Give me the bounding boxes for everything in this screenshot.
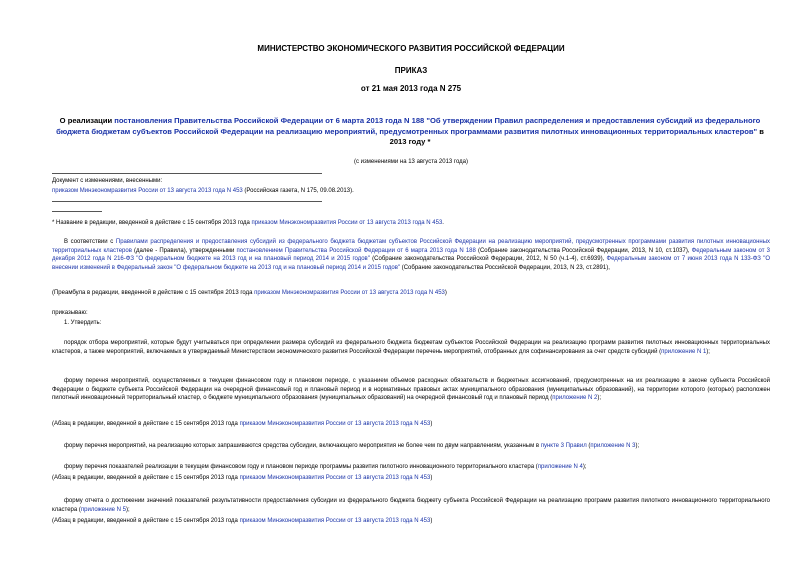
preamble-law-133-link[interactable]: Федеральным законом от 7 июня 2013 года N 133-ФЗ "О внесении изменений в Федеральный закон "О федеральном бюджете на 2013 год и на плановый период 2014 и 2015 годов" [52,256,770,271]
divider-top [52,173,322,174]
edit-note-4-text: (Абзац в редакции, введенной в действие с 15 сентября 2013 года [52,475,240,481]
document-title [56,116,764,148]
edit-note-2-text: (Абзац в редакции, введенной в действие с 15 сентября 2013 года [52,421,240,427]
item-2-text: форму перечня мероприятий, осуществляемых в текущем финансовом году и плановом периоде, с указанием объемов расходных обязательств и бюджетных ассигнований, предусмотренных на их реализацию в законе субъекта Российской Федерации о бюджете субъекта Российской Федерации на очередной финансовый год и плановый период и в нормативных правовых актах муниципального образования (муниципальных образований), на территории которого (которых) расположен пилотный инновационный территориальный кластер, о бюджете муниципального образования (муниципальных образований) на очередной финансовый год и плановый период ( [52,378,770,402]
edit-note-text: (Преамбула в редакции, введенной в действие с 15 сентября 2013 года [52,290,255,296]
edit-note-4-end: ) [430,475,433,481]
changes-rest: (Российская газета, N 175, 09.08.2013). [242,188,354,194]
appendix-5-link[interactable]: приложение N 5 [80,506,127,513]
preamble-text-5: (Собрание законодательства Российской Федерации, 2013, N 23, ст.2891), [400,264,610,271]
edit-note-end: ) [444,290,447,296]
footnote [52,219,770,228]
item-5-edit-note [52,517,770,526]
divider-bottom [52,201,322,202]
preamble-text-1: В соответствии с [64,239,116,245]
approve-clause: 1. Утвердить: [64,320,102,326]
item-5-text: форму отчета о достижении значений показателей результативности предоставления субсидии из федерального бюджета бюджету субъекта Российской Федерации на реализацию программ развития пилотного инновационного территориального кластера ( [52,498,770,513]
preamble-paragraph [52,238,770,272]
appendix-1-link[interactable]: приложение N 1 [661,348,707,355]
preamble-text-3: (Собрание законодательства Российской Федерации, 2013, N 10, ст.1037), [475,247,692,254]
title-decree-link[interactable]: постановления Правительства Российской Федерации от 6 марта 2013 года N 188 "Об утверждении Правил распределения и предоставления субсидий из федерального бюджета бюджетам субъектов Российской Федерации на реализацию мероприятий, предусмотренных программами развития пилотных инновационных территориальных кластеров" [56,116,761,136]
item-3-text: форму перечня мероприятий, на реализацию которых запрашиваются средства субсидии, включающего мероприятия не более чем по двум направлениям, указанным в [64,443,541,449]
changes-label: Документ с изменениями, внесенными: [52,178,163,184]
item-3-mid: ( [586,443,591,449]
edit-note-link[interactable]: приказом Минэкономразвития России от 13 августа 2013 года N 453 [254,290,445,296]
item-3-end: ); [635,443,640,449]
footnote-text: * Название в редакции, введенной в действие с 15 сентября 2013 года [52,220,252,226]
appendix-4-link[interactable]: приложение N 4 [537,464,583,470]
footnote-end: . [442,220,444,226]
edit-note-2-link[interactable]: приказом Минэкономразвития России от 13 августа 2013 года N 453 [239,421,431,427]
doc-type-heading: ПРИКАЗ [394,66,428,75]
preamble-edit-note [52,289,770,298]
edit-note-5-end: ) [430,518,433,524]
item-4 [52,463,770,472]
footnote-divider [52,211,102,212]
item-3 [52,442,770,451]
item-1-end: ); [706,348,710,355]
appendix-3-link[interactable]: приложение N 3 [590,443,636,449]
changes-line [52,187,572,196]
footnote-link[interactable]: приказом Минэкономразвития России от 13 августа 2013 года N 453 [251,220,443,226]
item-2-end: ); [597,395,602,402]
edit-note-4-link[interactable]: приказом Минэкономразвития России от 13 августа 2013 года N 453 [239,475,431,481]
edit-note-5-link[interactable]: приказом Минэкономразвития России от 13 августа 2013 года N 453 [239,518,431,524]
preamble-text-2: (далее - Правила), утвержденными [131,247,237,254]
changes-order-link[interactable]: приказом Минэкономразвития России от 13 августа 2013 года N 453 [52,188,243,194]
rules-point-3-link[interactable]: пункте 3 Правил [540,443,587,449]
item-1-text: порядок отбора мероприятий, которые будут учитываться при определении размера субсидий из федерального бюджета бюджетам субъектов Российской Федерации на реализацию программ развития пилотных инновационных территориальных кластеров, а также мероприятий, включаемых в утверждаемый Министерством экономического развития Российской Федерации перечень мероприятий, отобранных для софинансирования за счет средств субсидий ( [52,340,770,355]
item-2-edit-note [52,420,770,429]
item-4-end: ); [582,464,587,470]
doc-date-number: от 21 мая 2013 года N 275 [360,84,462,93]
item-2 [52,377,770,403]
preamble-rules-link[interactable]: Правилами распределения и предоставления субсидий из федерального бюджета бюджетам субъектов Российской Федерации на реализацию мероприятий, предусмотренных программами развития пилотных инновационных территориальных кластеров [52,239,771,254]
order-word: приказываю: [52,310,88,316]
amendment-note: (с изменениями на 13 августа 2013 года) [353,159,469,165]
preamble-decree-link[interactable]: постановлением Правительства Российской Федерации от 6 марта 2013 года N 188 [236,247,476,254]
title-prefix: О реализации [59,116,115,125]
item-5-end: ); [126,506,130,513]
item-1 [52,339,770,356]
preamble-law-216-link[interactable]: Федеральным законом от 3 декабря 2012 года N 216-ФЗ "О федеральном бюджете на 2013 год и на плановый период 2014 и 2015 годов" [52,247,770,263]
item-5 [52,497,770,514]
item-4-text: форму перечня показателей реализации в текущем финансовом году и плановом периоде программы развития пилотного инновационного территориального кластера ( [64,464,538,470]
ministry-heading: МИНИСТЕРСТВО ЭКОНОМИЧЕСКОГО РАЗВИТИЯ РОССИЙСКОЙ ФЕДЕРАЦИИ [257,44,565,53]
title-suffix: в 2013 году * [389,126,764,147]
edit-note-5-text: (Абзац в редакции, введенной в действие с 15 сентября 2013 года [52,518,240,524]
edit-note-2-end: ) [430,421,433,427]
preamble-text-4: (Собрание законодательства Российской Федерации, 2012, N 50 (ч.1-4), ст.6939), [369,256,607,263]
appendix-2-link[interactable]: приложение N 2 [552,395,598,402]
item-4-edit-note [52,474,770,483]
